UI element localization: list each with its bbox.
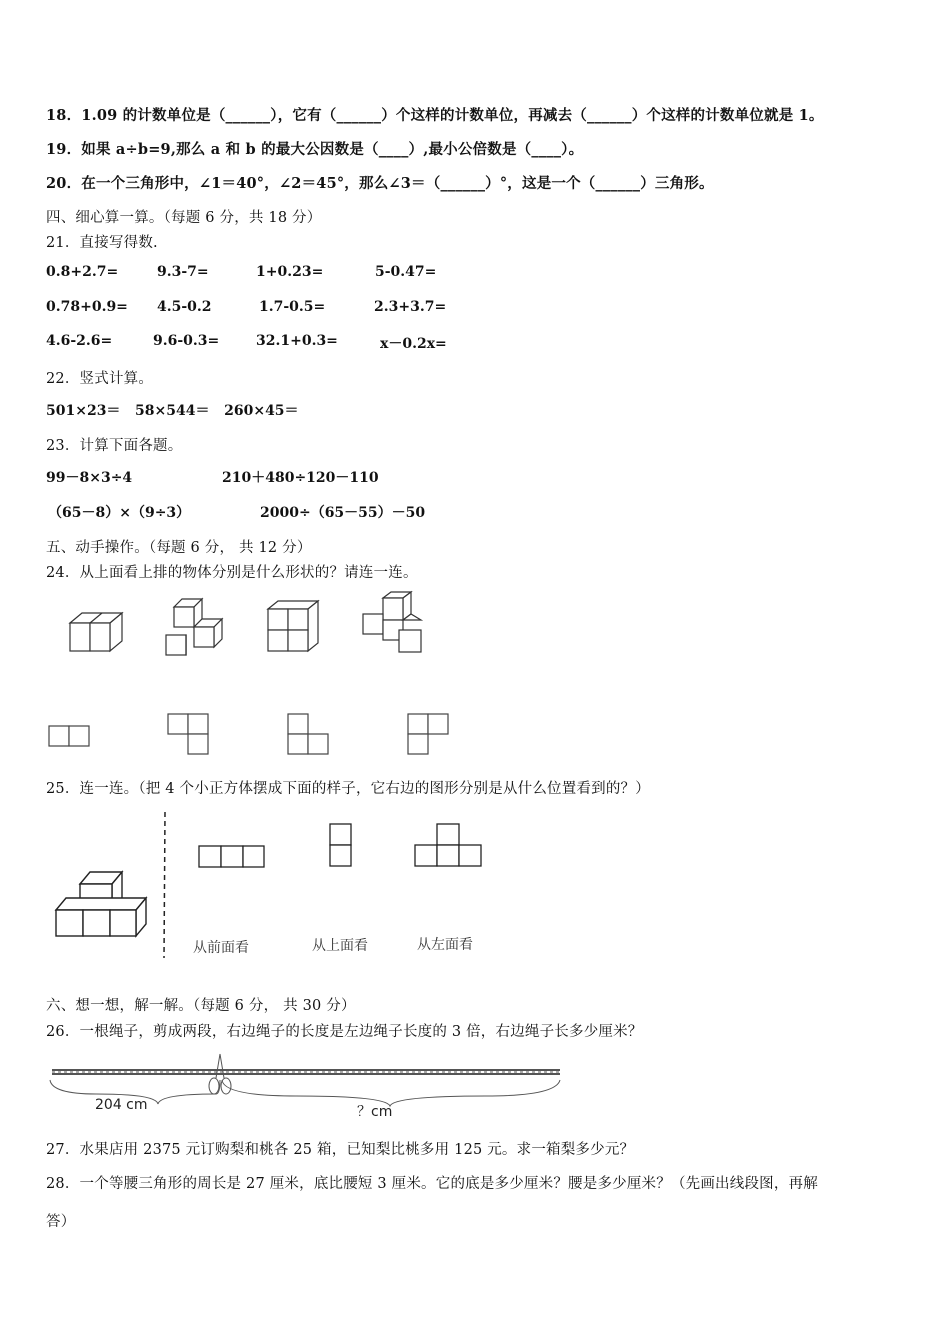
caption-left-view: 从左面看 [417, 937, 473, 953]
question-21: 21．直接写得数. [46, 235, 158, 251]
calc-expression: 99－8×3÷4 [46, 470, 133, 486]
rope-left-length-label: 204 cm [95, 1097, 148, 1113]
top-view-option-2 [166, 712, 212, 758]
rope-right-length-label: ？cm [357, 1104, 393, 1120]
calc-item: x－0.2x= [380, 336, 447, 352]
question-19: 19．如果 a÷b=9,那么 a 和 b 的最大公因数是（____）,最小公倍数是（____）。 [46, 141, 584, 158]
top-view-option-3 [286, 712, 332, 758]
question-28-line-2: 答） [46, 1214, 76, 1230]
calc-item: 1.7-0.5= [259, 299, 326, 315]
cube-figure-3 [262, 595, 332, 657]
question-24: 24．从上面看上排的物体分别是什么形状的？请连一连。 [46, 565, 418, 581]
question-25: 25．连一连。（把 4 个小正方体摆成下面的样子，它右边的图形分别是从什么位置看到的？） [46, 781, 650, 797]
calc-item: 32.1+0.3= [256, 333, 338, 349]
question-23: 23．计算下面各题。 [46, 438, 183, 454]
caption-front-view: 从前面看 [193, 940, 249, 956]
cube-figure-1 [60, 595, 130, 657]
calc-item: 4.5-0.2 [157, 299, 212, 315]
vertical-calc-line: 501×23＝ 58×544＝ 260×45＝ [46, 403, 299, 419]
calc-item: 5-0.47= [375, 264, 437, 280]
calc-item: 0.8+2.7= [46, 264, 119, 280]
top-view-option-1 [48, 720, 92, 750]
question-28-line-1: 28．一个等腰三角形的周长是 27 厘米，底比腰短 3 厘米。它的底是多少厘米？腰是多少厘米？（先画出线段图，再解 [46, 1176, 818, 1192]
question-26: 26．一根绳子，剪成两段，右边绳子的长度是左边绳子长度的 3 倍，右边绳子长多少厘米？ [46, 1024, 643, 1040]
cube-figure-4 [357, 590, 427, 656]
cube-figure-2 [160, 595, 230, 659]
calc-expression: 2000÷（65－55）－50 [260, 505, 426, 521]
calc-expression: 210＋480÷120－110 [222, 470, 379, 486]
cube-stack-figure [50, 862, 150, 952]
top-view-option-4 [406, 712, 452, 758]
section-4-heading: 四、细心算一算。（每题 6 分，共 18 分） [46, 210, 322, 226]
calc-item: 2.3+3.7= [374, 299, 447, 315]
calc-item: 1+0.23= [256, 264, 324, 280]
question-18: 18．1.09 的计数单位是（______），它有（______）个这样的计数单位，再减去（______）个这样的计数单位就是 1。 [46, 107, 824, 124]
section-5-heading: 五、动手操作。（每题 6 分， 共 12 分） [46, 540, 312, 556]
calc-item: 9.3-7= [157, 264, 209, 280]
question-27: 27．水果店用 2375 元订购梨和桃各 25 箱，已知梨比桃多用 125 元。求一箱梨多少元？ [46, 1142, 635, 1158]
dashed-divider [160, 810, 170, 960]
calc-item: 0.78+0.9= [46, 299, 128, 315]
question-22: 22．竖式计算。 [46, 371, 154, 387]
question-20: 20．在一个三角形中，∠1＝40°，∠2＝45°，那么∠3＝（______）°，这是一个（______）三角形。 [46, 175, 714, 192]
calc-expression: （65－8）×（9÷3） [48, 505, 191, 521]
top-view-shape [328, 823, 354, 869]
left-view-shape [414, 823, 484, 869]
calc-item: 4.6-2.6= [46, 333, 113, 349]
caption-top-view: 从上面看 [312, 938, 368, 954]
calc-item: 9.6-0.3= [153, 333, 220, 349]
section-6-heading: 六、想一想，解一解。（每题 6 分， 共 30 分） [46, 998, 356, 1014]
front-view-shape [198, 845, 266, 869]
